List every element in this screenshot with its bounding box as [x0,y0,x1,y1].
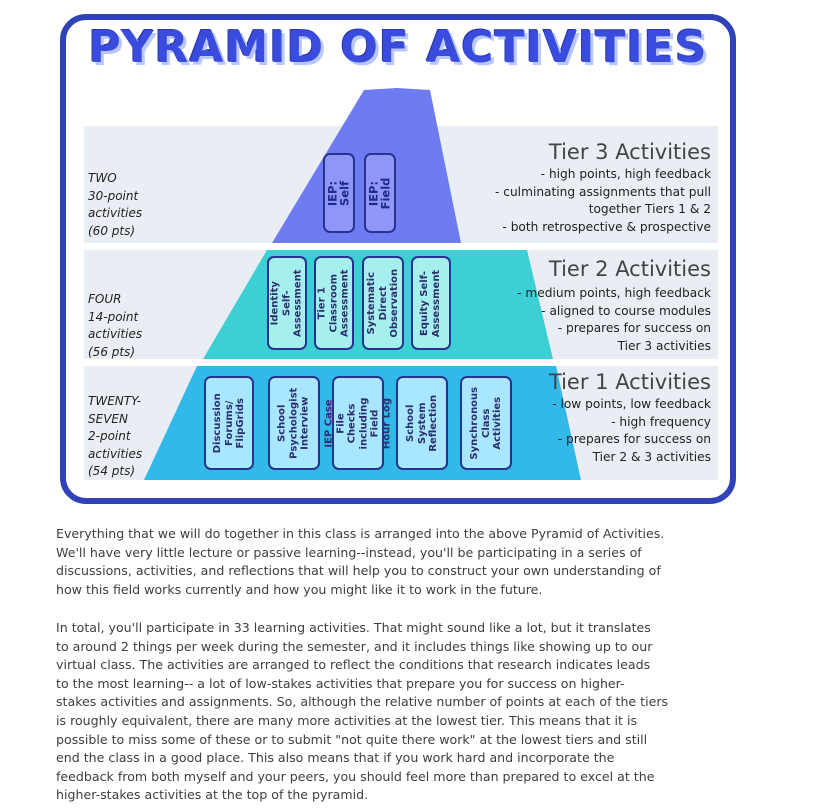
activity-label: Tier 1 Classroom Assessment [316,269,351,337]
tier1-heading: Tier 1 Activities [548,370,711,394]
paragraph-line: stakes activities and assignments. So, although the relative number of points at each of the tiers [56,694,669,710]
tier2-bullet: - prepares for success on [557,321,711,336]
paragraph-line: higher-stakes activities at the top of the pyramid. [56,787,369,803]
paragraph-line: In total, you'll participate in 33 learning activities. That might sound like a lot, but it translates [56,620,651,635]
paragraph-line: to around 2 things per week during the semester, and it includes things like showing up to our [56,638,653,654]
activity-box-discussion-forums [204,376,254,470]
tier3-count [88,170,142,240]
paragraph-line: discussions, activities, and reflections that will help you to construct your own understanding of [56,563,661,579]
paragraph-line: how this field works currently and how you might like it to work in the future. [56,581,543,597]
tier3-bullet: - culminating assignments that pull [494,184,711,199]
tier2-count-line: FOUR [88,292,122,306]
activity-box-identity-self-assessment [267,256,307,350]
activity-label: Discussion Forums/ FlipGrids [211,392,246,454]
activity-box-iep-self [323,153,355,233]
activity-label: School System Reflection [404,394,439,452]
activity-label: School Psychologist Interview [276,387,311,459]
activity-box-iep-field [364,153,396,233]
tier3-bullet: together Tiers 1 & 2 [588,202,711,217]
tier1-bullet: - low points, low feedback [552,397,711,411]
pyramid-title: PYRAMID OF ACTIVITIES [88,22,708,73]
tier2-count-line: activities [88,327,143,341]
activity-label: Synchronous Class Activities [468,386,503,460]
tier2-bullet: Tier 3 activities [617,338,711,353]
tier2-count-line: 14-point [88,309,139,324]
tier2-count-line: (56 pts) [88,344,136,359]
tier1-bullet: - high frequency [611,414,711,429]
tier1-count-line: (54 pts) [88,464,136,478]
tier1-count-line: TWENTY- [88,394,142,408]
activity-label: Equity Self-Assessment [419,269,442,337]
tier2-heading: Tier 2 Activities [548,257,711,281]
tier3-bullets [495,166,711,236]
tier3-count-line: TWO [88,171,117,185]
activity-label: IEP Case File Checks including Field Hour Log [323,397,393,449]
activity-box-systematic-direct-observation [362,256,404,350]
tier1-count [88,393,142,481]
activity-label: Systematic Direct Observation [365,268,400,338]
activity-label: Identity Self-Assessment [269,269,304,337]
paragraph-line: Everything that we will do together in this class is arranged into the above Pyramid of Activities. [56,526,665,541]
activity-box-school-system-reflection [396,376,448,470]
tier1-count-line: activities [88,446,143,461]
activity-box-tier1-classroom-assessment [314,256,354,350]
details-paragraph [56,619,756,805]
tier1-bullet: - prepares for success on [557,432,711,447]
paragraph-line: end the class in a good place. This also means that if you work hard and incorporate the [56,750,615,766]
tier1-count-line: 2-point [88,429,131,443]
paragraph-line: is roughly equivalent, there are many more activities at the lowest tier. This means that it is [56,712,638,728]
intro-paragraph [56,525,756,599]
tier3-bullet: - both retrospective & prospective [502,219,711,234]
activity-box-school-psychologist-interview [268,376,320,470]
paragraph-line: virtual class. The activities are arranged to reflect the conditions that research indicates leads [56,657,651,673]
tier2-bullets [517,285,711,355]
activity-box-equity-self-assessment [411,256,451,350]
tier1-count-line: SEVEN [88,411,128,426]
paragraph-line: feedback from both myself and your peers, you should feel more than prepared to excel at the [56,768,655,784]
activity-label: IEP: Self [325,180,351,206]
tier3-count-line: (60 pts) [88,223,136,238]
activity-label: IEP: Field [366,177,393,209]
tier3-heading: Tier 3 Activities [548,140,711,164]
activity-box-synchronous-class-activities [460,376,512,470]
tier2-bullet: - aligned to course modules [541,303,711,318]
paragraph-line: We'll have very little lecture or passive learning--instead, you'll be participating in a series of [56,544,642,560]
paragraph-line: to the most learning-- a lot of low-stakes activities that prepare you for success on higher- [56,675,625,691]
tier3-count-line: activities [88,206,143,220]
tier1-bullets [552,396,711,466]
activity-box-iep-case-file-checks [323,376,393,470]
tier2-bullet: - medium points, high feedback [517,286,711,300]
paragraph-line: possible to miss some of these or to submit "not quite there work" at the lowest tiers and still [56,731,648,747]
pyramid-apex [364,88,430,90]
tier2-count [88,291,142,361]
tier3-bullet: - high points, high feedback [540,167,711,181]
tier1-bullet: Tier 2 & 3 activities [592,449,711,464]
tier3-count-line: 30-point [88,188,139,203]
